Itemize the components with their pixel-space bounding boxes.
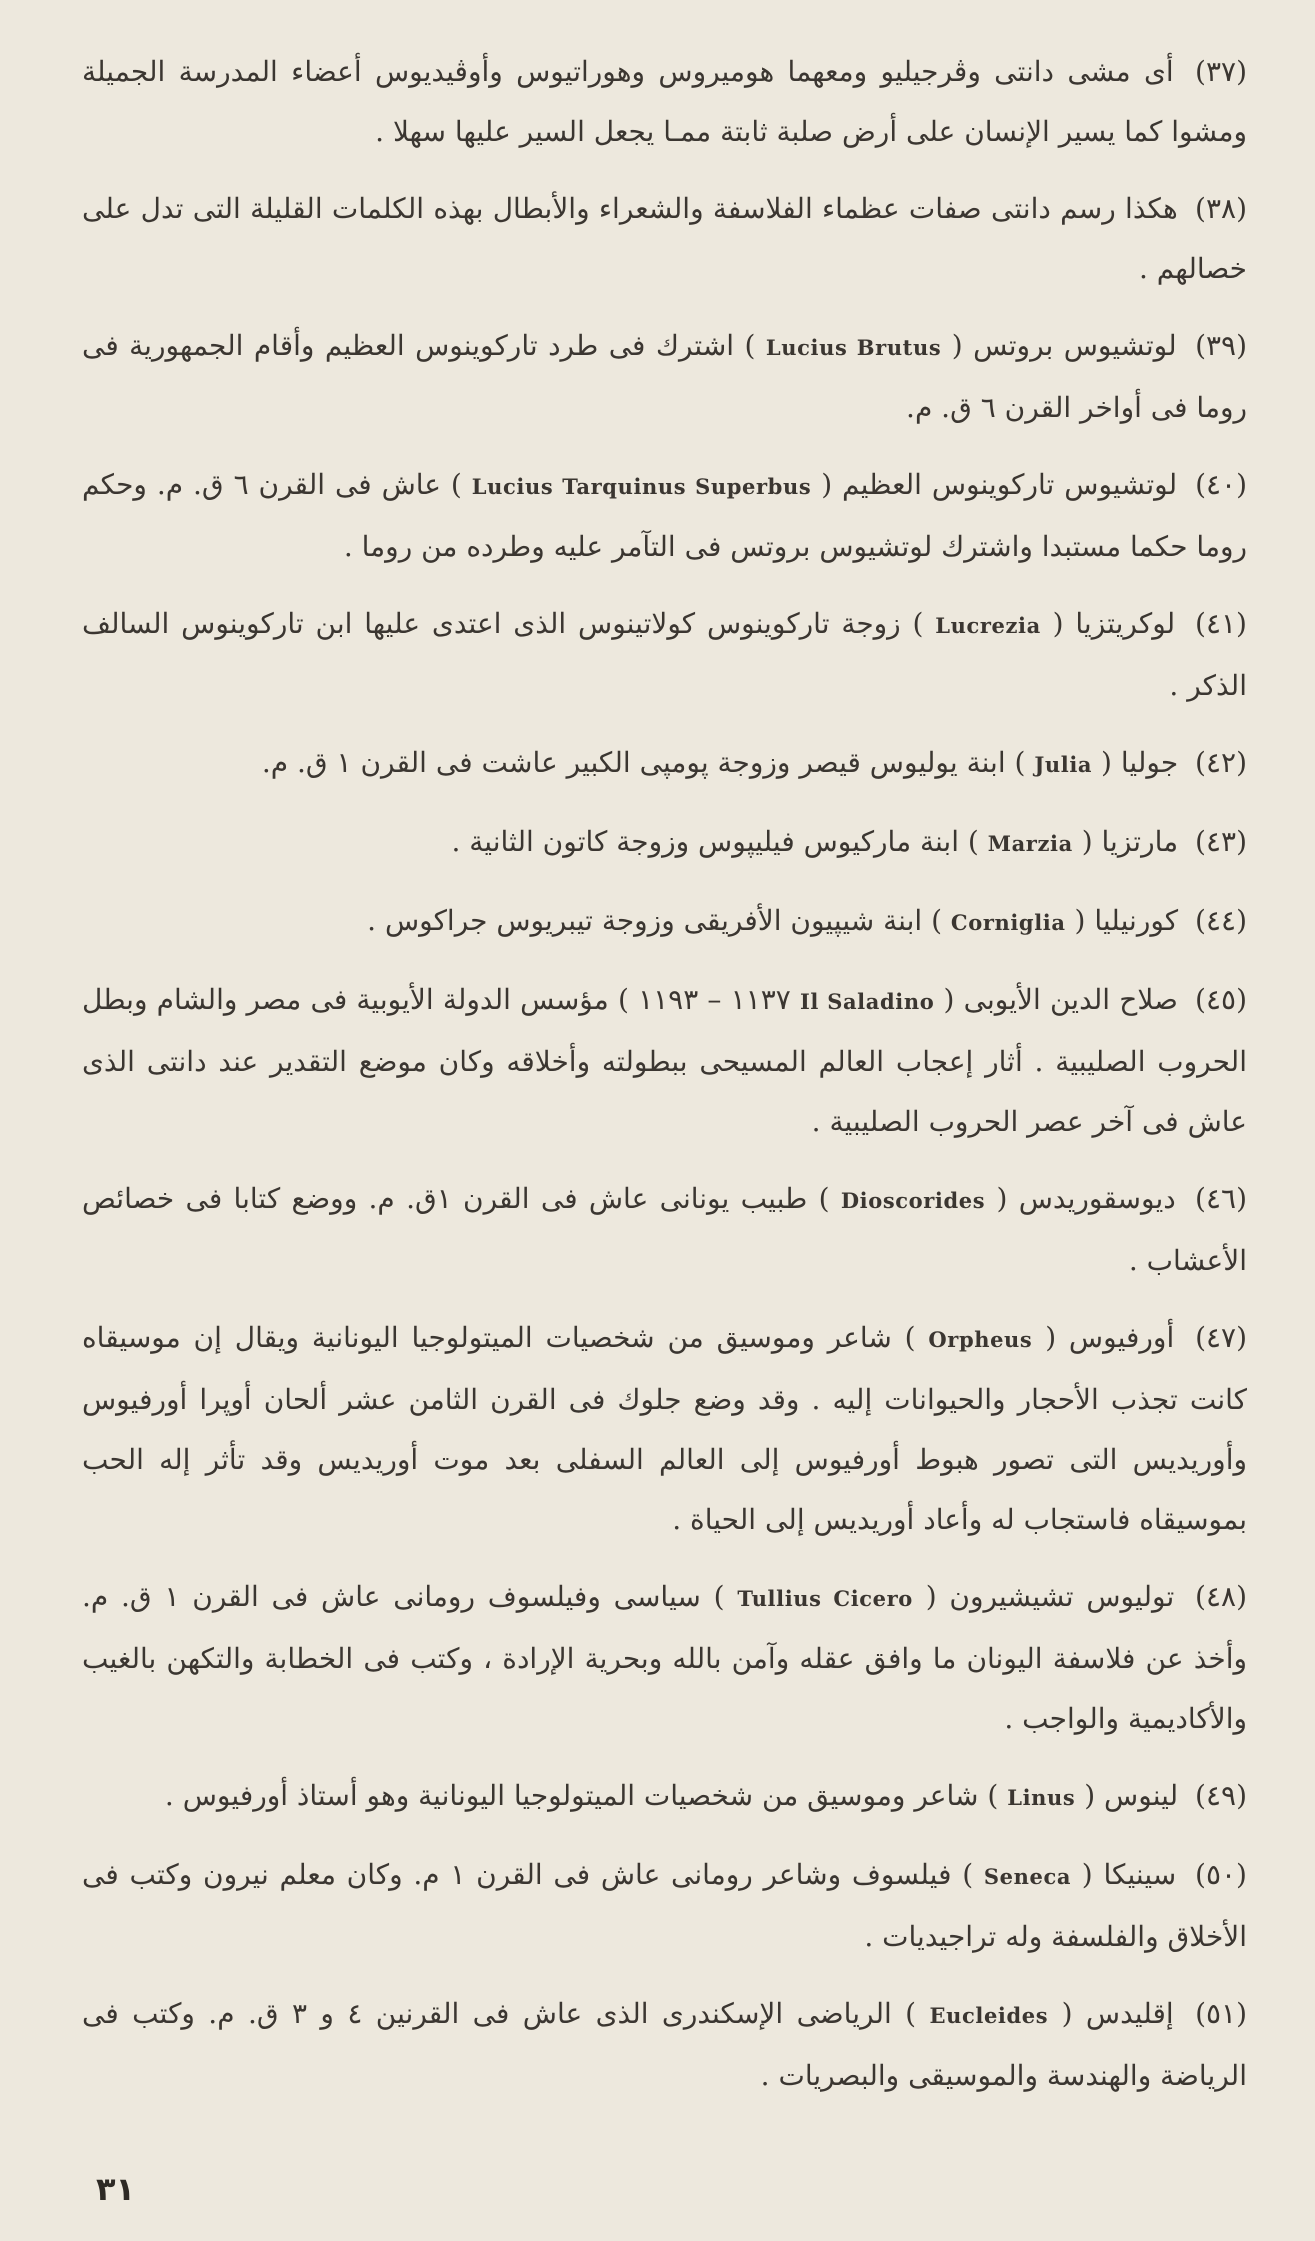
note-38: [82, 179, 1247, 299]
note-text-continued: ) زوجة تاركوينوس كولاتينوس الذى اعتدى عليها ابن تاركوينوس السالف الذكر .: [82, 607, 1247, 702]
note-text: هكذا رسم دانتى صفات عظماء الفلاسفة والشعراء والأبطال بهذه الكلمات القليلة التى تدل على خصالهم .: [82, 192, 1247, 285]
note-number: (٤١): [1195, 607, 1247, 640]
note-text-continued: ) فيلسوف وشاعر رومانى عاش فى القرن ١ م. وكان معلم نيرون وكتب فى الأخلاق والفلسفة وله تراجيديات .: [82, 1858, 1247, 1953]
note-text: مارتزيا (: [1081, 825, 1179, 858]
note-43: [82, 812, 1247, 874]
note-44: [82, 891, 1247, 953]
note-41: [82, 594, 1247, 716]
note-text: ديوسقوريدس (: [996, 1182, 1176, 1215]
note-text: لوكريتزيا (: [1052, 607, 1176, 640]
note-text-continued: ) ابنة شيپيون الأفريقى وزوجة تيبريوس جراكوس .: [367, 904, 942, 937]
note-37: [82, 42, 1247, 162]
note-text-continued: ١١٣٧ – ١١٩٣ ) مؤسس الدولة الأيوبية فى مصر والشام وبطل الحروب الصليبية . أثار إعجاب العالم المسيحى ببطولته وأخلاقه وكان موضع التقدير عند دانتى الذى عاش فى آخر عصر الحروب الصليبية .: [82, 983, 1247, 1138]
note-51: [82, 1984, 1247, 2106]
latin-name: Il Saladino: [800, 989, 935, 1014]
note-number: (٤٨): [1195, 1580, 1247, 1613]
note-text-continued: ) ابنة ماركيوس فيليپوس وزوجة كاتون الثانية .: [451, 825, 979, 858]
note-text-continued: ) طبيب يونانى عاش فى القرن ١ق. م. ووضع كتابا فى خصائص الأعشاب .: [82, 1182, 1247, 1277]
note-49: [82, 1766, 1247, 1828]
note-text: توليوس تشيشيرون (: [925, 1580, 1175, 1613]
note-number: (٤٧): [1195, 1321, 1248, 1354]
note-42: [82, 733, 1247, 795]
note-number: (٣٨): [1195, 192, 1247, 225]
note-50: [82, 1845, 1247, 1967]
note-text: لوتشيوس بروتس (: [951, 329, 1177, 362]
note-text: أى مشى دانتى وڤرجيليو ومعهما هوميروس وهوراتيوس وأوڤيديوس أعضاء المدرسة الجميلة ومشوا كما يسير الإنسان على أرض صلبة ثابتة ممـا يجعل السير عليها سهلا .: [82, 55, 1247, 148]
latin-name: Corniglia: [950, 910, 1066, 935]
note-text-continued: ) شاعر وموسيق من شخصيات الميتولوجيا اليونانية وهو أستاذ أورفيوس .: [164, 1779, 999, 1812]
note-number: (٤٠): [1195, 468, 1248, 501]
note-text-continued: ) اشترك فى طرد تاركوينوس العظيم وأقام الجمهورية فى روما فى أواخر القرن ٦ ق. م.: [82, 329, 1247, 424]
note-text: أورفيوس (: [1045, 1321, 1175, 1354]
latin-name: Eucleides: [929, 2003, 1049, 2028]
note-47: [82, 1308, 1247, 1550]
note-number: (٤٥): [1195, 983, 1247, 1016]
note-text: إقليدس (: [1061, 1997, 1174, 2030]
note-text: كورنيليا (: [1074, 904, 1179, 937]
latin-name: Dioscorides: [840, 1188, 986, 1213]
note-45: [82, 970, 1247, 1152]
note-text-continued: ) شاعر وموسيق من شخصيات الميتولوجيا اليونانية ويقال إن موسيقاه كانت تجذب الأحجار والحيوانات إليه . وقد وضع جلوك فى القرن الثامن عشر ألحان أوپرا أورفيوس وأوريديس التى تصور هبوط أورفيوس إلى العالم السفلى بعد موت أوريديس وقد تأثر إله الحب بموسيقاه فاستجاب له وأعاد أوريديس إلى الحياة .: [82, 1321, 1247, 1536]
note-39: [82, 316, 1247, 438]
latin-name: Lucius Brutus: [765, 335, 942, 360]
note-number: (٤٢): [1195, 746, 1247, 779]
note-48: [82, 1567, 1247, 1749]
latin-name: Tullius Cicero: [737, 1586, 913, 1611]
note-text: صلاح الدين الأيوبى (: [943, 983, 1178, 1016]
note-number: (٣٧): [1195, 55, 1247, 88]
note-text: سينيكا (: [1081, 1858, 1177, 1891]
note-number: (٤٦): [1195, 1182, 1247, 1215]
page-number: ٣١: [96, 2170, 136, 2208]
note-text: لوتشيوس تاركوينوس العظيم (: [821, 468, 1178, 501]
note-text: جوليا (: [1101, 746, 1179, 779]
note-number: (٥١): [1195, 1997, 1248, 2030]
latin-name: Linus: [1007, 1785, 1076, 1810]
note-text-continued: ) سياسى وفيلسوف رومانى عاش فى القرن ١ ق. م. وأخذ عن فلاسفة اليونان ما وافق عقله وآمن بالله وبحرية الإرادة ، وكتب فى الخطابة والتكهن بالغيب والأكاديمية والواجب .: [82, 1580, 1247, 1735]
note-number: (٤٩): [1195, 1779, 1247, 1812]
latin-name: Lucius Tarquinus Superbus: [471, 474, 812, 499]
note-number: (٥٠): [1195, 1858, 1247, 1891]
note-text: لينوس (: [1084, 1779, 1179, 1812]
note-text-continued: ) ابنة يوليوس قيصر وزوجة پومپى الكبير عاشت فى القرن ١ ق. م.: [261, 746, 1026, 779]
latin-name: Seneca: [983, 1864, 1072, 1889]
latin-name: Marzia: [987, 831, 1073, 856]
note-40: [82, 455, 1247, 577]
note-text-continued: ) الرياضى الإسكندرى الذى عاش فى القرنين ٤ و ٣ ق. م. وكتب فى الرياضة والهندسة والموسيقى والبصريات .: [82, 1997, 1247, 2092]
latin-name: Julia: [1034, 752, 1093, 777]
note-number: (٤٤): [1195, 904, 1247, 937]
note-text-continued: ) عاش فى القرن ٦ ق. م. وحكم روما حكما مستبدا واشترك لوتشيوس بروتس فى التآمر عليه وطرده من روما .: [82, 468, 1247, 563]
note-46: [82, 1169, 1247, 1291]
note-number: (٤٣): [1195, 825, 1247, 858]
latin-name: Orpheus: [928, 1327, 1033, 1352]
footnotes-list: [82, 42, 1247, 2123]
latin-name: Lucrezia: [935, 613, 1041, 638]
note-number: (٣٩): [1195, 329, 1248, 362]
